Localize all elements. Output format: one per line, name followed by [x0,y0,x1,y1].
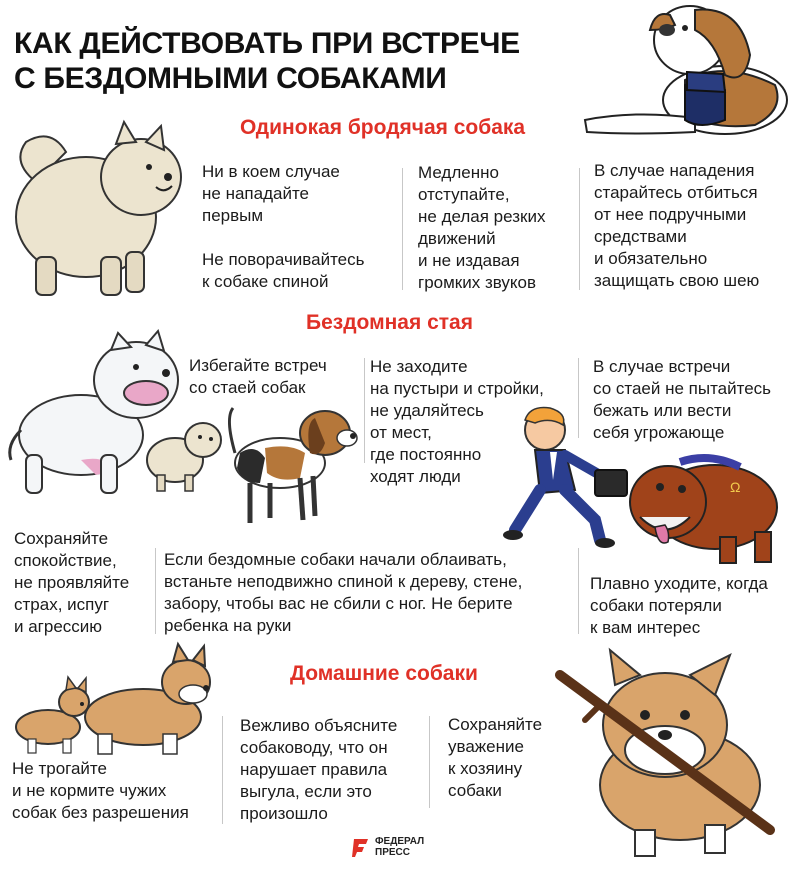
pet-tip2-line: нарушает правила [240,760,388,779]
pet-tip1-line: и не кормите чужих [12,781,167,800]
pack-tip5-line: Если бездомные собаки начали облаивать, [164,550,507,569]
lone-tip3-line: громких звуков [418,273,537,292]
logo-line-2: ПРЕСС [375,847,410,858]
corgi-pair-illustration [8,642,213,757]
angry-bulldog-illustration [620,447,785,567]
pack-tip-stand-still [164,549,522,637]
lone-tip1-line: первым [202,206,264,225]
title-line-1: КАК ДЕЙСТВОВАТЬ ПРИ ВСТРЕЧЕ [14,27,520,60]
lone-tip-defend [594,160,759,292]
lone-tip3-line: и не издавая [418,251,520,270]
lone-tip3-line: отступайте, [418,185,510,204]
pack-tip4-line: Сохраняйте [14,529,109,548]
title-line-2: С БЕЗДОМНЫМИ СОБАКАМИ [14,62,447,95]
pet-tip-no-touch [12,758,189,824]
pet-tip3-line: уважение [448,737,524,756]
section-heading-pack: Бездомная стая [306,311,473,334]
pet-tip3-line: к хозяину [448,759,523,778]
pack-tip1-line: Избегайте встреч [189,356,327,375]
divider [579,168,580,290]
pack-tip2-line: ходят люди [370,467,461,486]
section-heading-pet-dogs: Домашние собаки [290,662,478,685]
pack-tip2-line: от мест, [370,423,432,442]
pack-tip5-line: ребенка на руки [164,616,292,635]
pack-tip1-line: со стаей собак [189,378,306,397]
pack-tip-leave [590,573,768,639]
divider [222,716,223,824]
lone-tip-no-attack [202,161,340,227]
pack-tip4-line: не проявляйте [14,573,130,592]
lone-tip4-line: и обязательно [594,249,708,268]
pet-tip1-line: Не трогайте [12,759,107,778]
pack-tip4-line: спокойствие, [14,551,117,570]
pet-tip2-line: Вежливо объясните [240,716,398,735]
pet-tip2-line: произошло [240,804,328,823]
divider [402,168,403,290]
lone-tip-retreat [418,162,545,294]
divider [578,548,579,634]
lone-tip4-line: от нее подручными [594,205,747,224]
beagle-lying-illustration [575,0,800,140]
pack-tip2-line: где постоянно [370,445,482,464]
lone-tip1-line: Ни в коем случае [202,162,340,181]
lone-tip4-line: защищать свою шею [594,271,760,290]
divider [429,716,430,808]
lone-tip2-line: к собаке спиной [202,272,329,291]
federal-press-logo [352,835,424,859]
pack-tip6-line: собаки потеряли [590,596,722,615]
lone-tip4-line: средствами [594,227,687,246]
pack-tip3-line: В случае встречи [593,357,731,376]
pack-tip5-line: забору, чтобы вас не сбили с ног. Не берите [164,594,513,613]
logo-line-1: ФЕДЕРАЛ [375,836,425,847]
pack-tip2-line: на пустыри и стройки, [370,379,544,398]
pack-tip4-line: страх, испуг [14,595,110,614]
pack-tip2-line: не удаляйтесь [370,401,484,420]
lone-tip1-line: не нападайте [202,184,309,203]
pet-tip3-line: Сохраняйте [448,715,543,734]
pack-tip2-line: Не заходите [370,357,468,376]
pet-tip-respect [448,714,542,802]
pet-tip-explain [240,715,397,825]
logo-text [375,836,424,858]
pack-tip3-line: себя угрожающе [593,423,725,442]
pet-tip2-line: выгула, если это [240,782,372,801]
spitz-dog-illustration [6,122,191,307]
small-spitz-illustration [145,415,225,493]
pet-tip2-line: собаководу, что он [240,738,388,757]
lone-tip4-line: В случае нападения [594,161,755,180]
lone-tip3-line: движений [418,229,496,248]
corgi-with-stick-illustration [540,645,790,860]
lone-tip2-line: Не поворачивайтесь [202,250,365,269]
lone-tip-no-back [202,249,365,293]
svg-text:Ω: Ω [730,479,741,495]
lone-tip3-line: не делая резких [418,207,546,226]
fp-logo-icon [352,835,370,859]
pack-tip-avoid [189,355,327,399]
pack-tip6-line: Плавно уходите, когда [590,574,768,593]
divider [155,548,156,634]
divider [364,358,365,463]
beagle-standing-illustration [225,398,365,528]
pack-tip6-line: к вам интерес [590,618,701,637]
pet-tip1-line: собак без разрешения [12,803,189,822]
pack-tip-stay-calm [14,528,129,638]
lone-tip4-line: старайтесь отбиться [594,183,758,202]
page-title [14,26,574,96]
lone-tip3-line: Медленно [418,163,499,182]
pack-tip3-line: бежать или вести [593,401,732,420]
pack-tip5-line: встаньте неподвижно спиной к дереву, стене, [164,572,523,591]
pack-tip4-line: и агрессию [14,617,103,636]
pet-tip3-line: собаки [448,781,502,800]
section-heading-lone-dog: Одинокая бродячая собака [240,116,526,139]
pack-tip3-line: со стаей не пытайтесь [593,379,772,398]
